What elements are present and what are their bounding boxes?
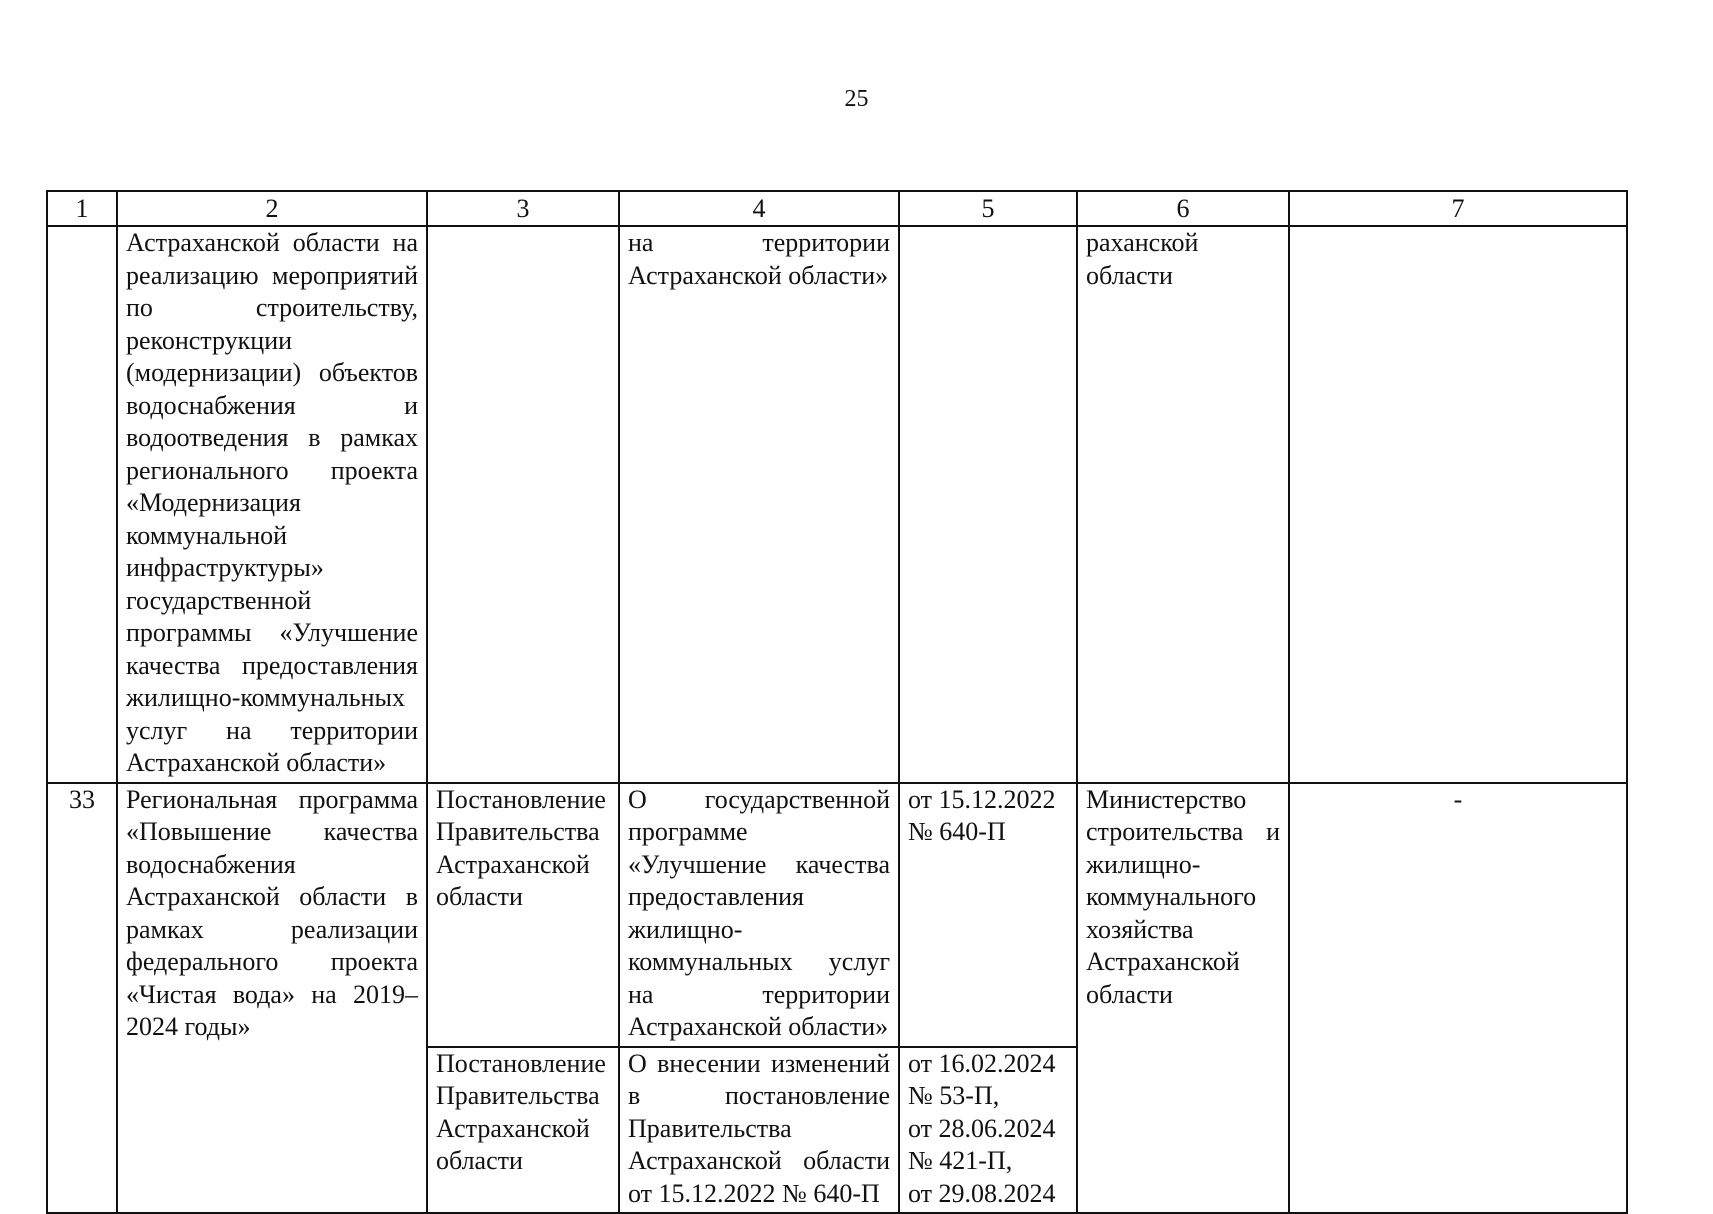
cell-document-type: Постановление Правительства Астраханской области — [427, 783, 619, 1047]
cell-responsible: Министерство строительства и жилищно-коммунального хозяйства Астраханской области — [1077, 783, 1289, 1214]
cell-number — [47, 226, 117, 783]
cell-document-date — [899, 1047, 1077, 1214]
cell-responsible: раханской области — [1077, 226, 1289, 783]
header-cell: 3 — [427, 191, 619, 226]
header-cell: 4 — [619, 191, 899, 226]
header-cell: 1 — [47, 191, 117, 226]
cell-document-title: О государственной программе «Улучшение качества предоставления жилищно-коммунальных услуг на территории Астраханской области» — [619, 783, 899, 1047]
cell-program-name: Региональная программа «Повышение качества водоснабжения Астраханской области в рамках реализации федерального проекта «Чистая вода» на 2019–2024 годы» — [117, 783, 427, 1214]
cell-program-name: Астраханской области на реализацию мероприятий по строительству, реконструкции (модернизации) объектов водоснабжения и водоотведения в рамках регионального проекта «Модернизация коммунальной инфраструктуры» государственной программы «Улучшение качества предоставления жилищно-коммунальных услуг на территории Астраханской области» — [117, 226, 427, 783]
header-cell: 6 — [1077, 191, 1289, 226]
cell-notes: - — [1289, 783, 1627, 1214]
table-row-continuation — [47, 226, 1627, 783]
document-date-text: от 15.12.2022 № 640-П — [908, 784, 1056, 846]
cell-number: 33 — [47, 783, 117, 1214]
cell-document-title: на территории Астраханской области» — [619, 226, 899, 783]
cell-document-date — [899, 783, 1077, 1047]
header-cell: 2 — [117, 191, 427, 226]
header-cell: 7 — [1289, 191, 1627, 226]
cell-document-title: О внесении изменений в постановление Правительства Астраханской области от 15.12.2022 № 640-П — [619, 1047, 899, 1214]
table-row-33 — [47, 783, 1627, 1047]
page-number: 25 — [844, 86, 869, 112]
cell-document-date — [899, 226, 1077, 783]
header-cell: 5 — [899, 191, 1077, 226]
table-header-row — [47, 191, 1627, 226]
document-date-text: от 16.02.2024 № 53-П, от 28.06.2024 № 421-П, от 29.08.2024 — [908, 1048, 1056, 1208]
cell-document-type — [427, 226, 619, 783]
cell-document-type: Постановление Правительства Астраханской области — [427, 1047, 619, 1214]
document-table — [46, 190, 1628, 1214]
cell-notes — [1289, 226, 1627, 783]
